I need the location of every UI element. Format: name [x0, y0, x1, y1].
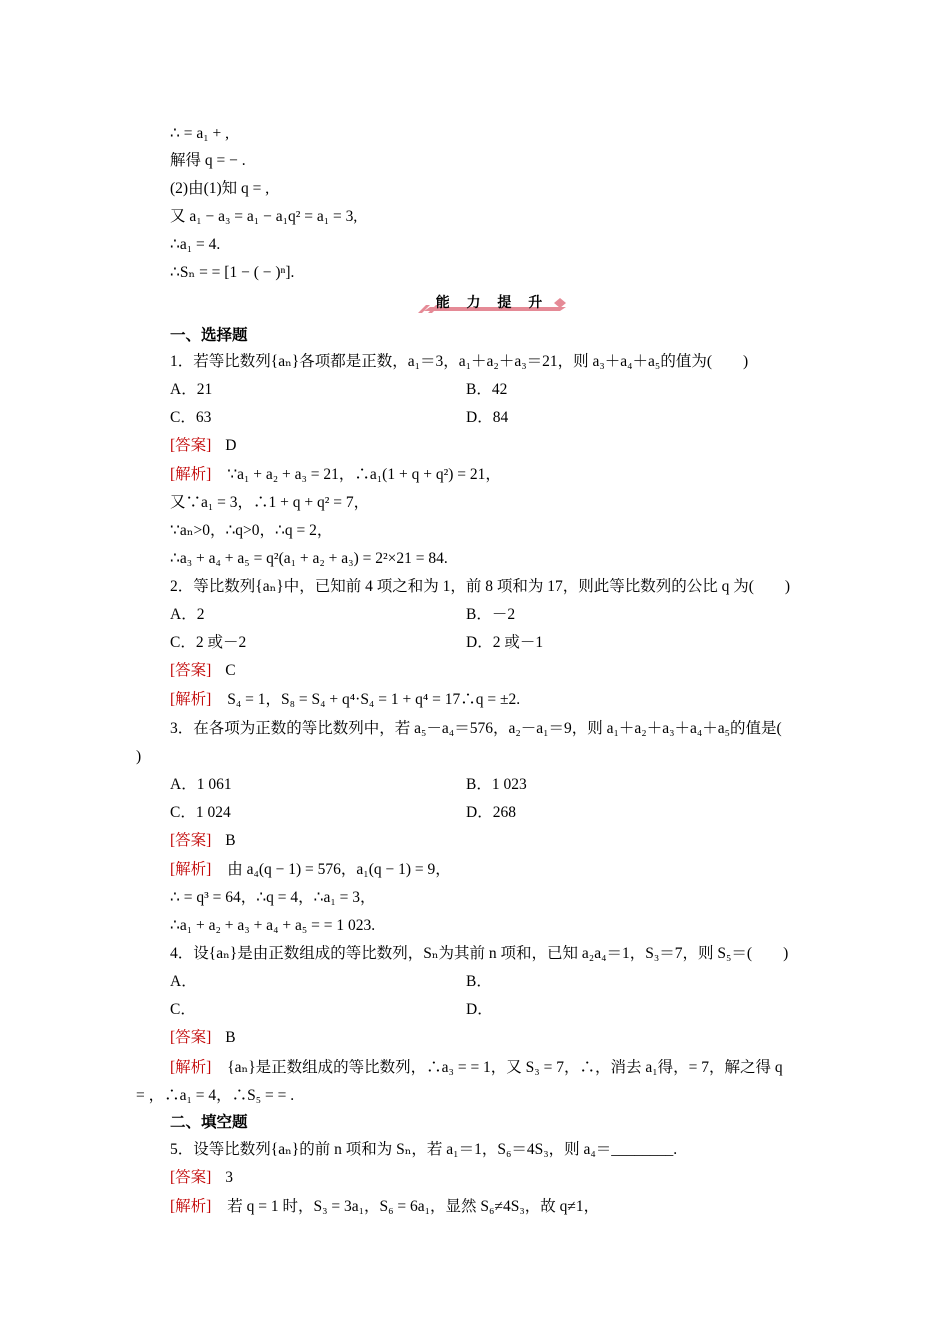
option-c: C．1 024: [170, 804, 231, 821]
analysis-line: [170, 860, 451, 880]
solution-line: (2)由(1)知 q = ,: [170, 180, 270, 197]
analysis-tag: [解析]: [170, 691, 212, 708]
answer-line: [170, 831, 236, 851]
analysis-text: {aₙ}是正数组成的等比数列，∴a₃ = = 1，又 S₃ = 7，∴，消去 a₁得，= 7，解之得 q: [227, 1059, 783, 1076]
option-a: A．1 061: [170, 776, 232, 793]
analysis-line: [170, 690, 520, 710]
option-c: C．63: [170, 409, 212, 426]
answer-line: [170, 1168, 233, 1188]
answer-value: 3: [225, 1169, 233, 1186]
solution-line: ∴Sₙ = = [1 − ( − )ⁿ].: [170, 264, 295, 281]
answer-tag: [答案]: [170, 662, 212, 679]
option-b: B．: [466, 973, 492, 990]
question-stem: 5．设等比数列{aₙ}的前 n 项和为 Sₙ，若 a₁＝1，S₆＝4S₃，则 a₄＝________.: [170, 1141, 678, 1158]
option-d: D．: [466, 1001, 493, 1018]
answer-line: [170, 436, 236, 456]
option-d: D．2 或－1: [466, 634, 544, 651]
analysis-line: [170, 1058, 783, 1078]
analysis-text: S₄ = 1，S₈ = S₄ + q⁴·S₄ = 1 + q⁴ = 17∴q = ±2.: [227, 691, 521, 708]
analysis-text: 由 a₄(q − 1) = 576，a₁(q − 1) = 9，: [227, 861, 451, 878]
analysis-text: ∵a₁ + a₂ + a₃ = 21，∴a₁(1 + q + q²) = 21，: [227, 466, 501, 483]
option-a: A．: [170, 973, 197, 990]
section-heading: 一、选择题: [170, 327, 248, 344]
option-b: B．1 023: [466, 776, 527, 793]
answer-value: D: [225, 437, 237, 454]
option-a: A．2: [170, 606, 205, 623]
answer-value: B: [225, 832, 236, 849]
question-stem: 1．若等比数列{aₙ}各项都是正数，a₁＝3，a₁＋a₂＋a₃＝21，则 a₃＋a₄＋a₅的值为( ): [170, 353, 749, 370]
analysis-line: [170, 1197, 599, 1217]
answer-tag: [答案]: [170, 832, 212, 849]
analysis-tag: [解析]: [170, 1198, 212, 1215]
answer-value: C: [225, 662, 236, 679]
section-banner: [414, 291, 570, 315]
question-stem: 2．等比数列{aₙ}中，已知前 4 项之和为 1，前 8 项和为 17，则此等比数列的公比 q 为( ): [170, 578, 791, 595]
question-stem: 3．在各项为正数的等比数列中，若 a₅－a₄＝576，a₂－a₁＝9，则 a₁＋a₂＋a₃＋a₄＋a₅的值是(: [170, 720, 782, 737]
analysis-line: ∴ = q³ = 64，∴q = 4，∴a₁ = 3，: [170, 889, 376, 906]
analysis-line: ∴a₁ + a₂ + a₃ + a₄ + a₅ = = 1 023.: [170, 917, 376, 934]
option-b: B．42: [466, 381, 508, 398]
solution-line: ∴ = a₁ + ,: [170, 125, 230, 142]
solution-line: ∴a₁ = 4.: [170, 236, 221, 253]
question-stem-cont: ): [136, 748, 142, 765]
option-c: C．: [170, 1001, 196, 1018]
option-d: D．84: [466, 409, 509, 426]
analysis-tag: [解析]: [170, 1059, 212, 1076]
analysis-line: ∴a₃ + a₄ + a₅ = q²(a₁ + a₂ + a₃) = 2²×21 = 84.: [170, 550, 448, 567]
answer-tag: [答案]: [170, 1169, 212, 1186]
analysis-line: [170, 465, 501, 485]
analysis-line: ∵aₙ>0，∴q>0，∴q = 2，: [170, 522, 333, 539]
banner-title: 能 力 提 升: [435, 295, 549, 311]
analysis-line: 又∵a₁ = 3，∴1 + q + q² = 7，: [170, 494, 370, 511]
answer-line: [170, 1028, 236, 1048]
section-heading: 二、填空题: [170, 1114, 248, 1131]
analysis-tag: [解析]: [170, 861, 212, 878]
analysis-text: 若 q = 1 时，S₃ = 3a₁，S₆ = 6a₁，显然 S₆≠4S₃，故 q≠1，: [227, 1198, 600, 1215]
option-b: B．－2: [466, 606, 516, 623]
answer-tag: [答案]: [170, 1029, 212, 1046]
option-c: C．2 或－2: [170, 634, 247, 651]
solution-line: 又 a₁ − a₃ = a₁ − a₁q² = a₁ = 3,: [170, 208, 358, 225]
answer-line: [170, 661, 236, 681]
option-d: D．268: [466, 804, 516, 821]
answer-tag: [答案]: [170, 437, 212, 454]
option-a: A．21: [170, 381, 213, 398]
solution-line: 解得 q = − .: [170, 152, 246, 169]
answer-value: B: [225, 1029, 236, 1046]
question-stem: 4．设{aₙ}是由正数组成的等比数列，Sₙ为其前 n 项和，已知 a₂a₄＝1，S₃＝7，则 S₅＝( ): [170, 945, 789, 962]
analysis-line: = ，∴a₁ = 4，∴S₅ = = .: [136, 1087, 295, 1104]
analysis-tag: [解析]: [170, 466, 212, 483]
